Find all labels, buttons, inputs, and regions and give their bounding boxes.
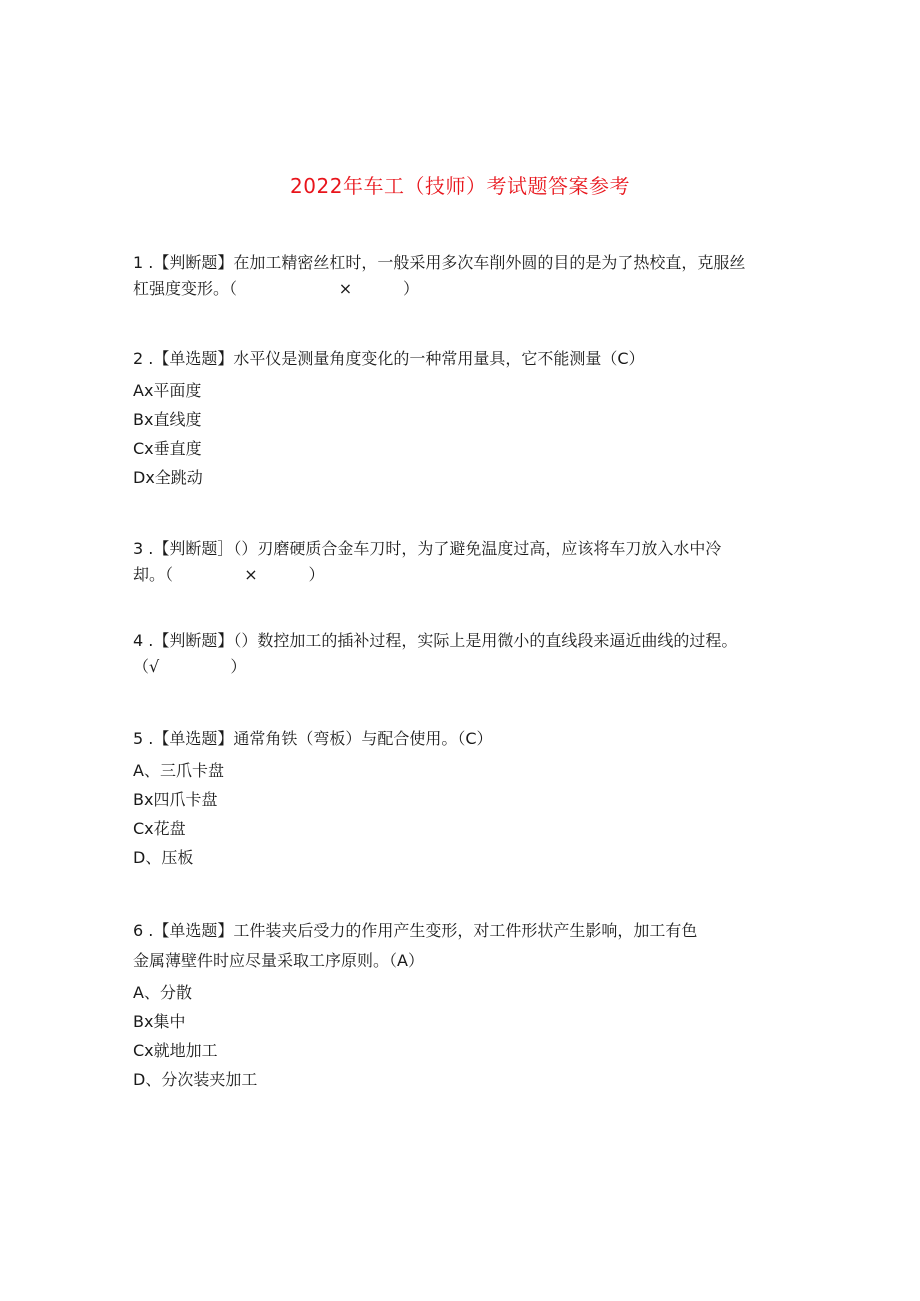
question-2 bbox=[133, 346, 793, 492]
question-5-option-c: Cx花盘 bbox=[133, 819, 186, 838]
question-2-line-1: 2 .【单选题】水平仪是测量角度变化的一种常用量具，它不能测量（C） bbox=[133, 349, 645, 368]
question-6 bbox=[133, 918, 793, 1094]
question-2-option-c: Cx垂直度 bbox=[133, 439, 202, 458]
question-6-line-1: 6 .【单选题】工件装夹后受力的作用产生变形，对工件形状产生影响，加工有色 bbox=[133, 921, 698, 940]
question-5 bbox=[133, 726, 793, 872]
question-2-option-b: Bx直线度 bbox=[133, 410, 202, 429]
question-6-option-a: A、分散 bbox=[133, 983, 192, 1002]
question-2-option-a: Ax平面度 bbox=[133, 381, 202, 400]
question-1 bbox=[133, 250, 793, 302]
question-1-line-1: 1 .【判断题】在加工精密丝杠时，一般采用多次车削外圆的目的是为了热校直，克服丝 bbox=[133, 253, 746, 272]
question-4-line-1: 4 .【判断题】（）数控加工的插补过程，实际上是用微小的直线段来逼近曲线的过程。 bbox=[133, 631, 738, 650]
question-3-line-1: 3 .【判断题］（）刃磨硬质合金车刀时，为了避免温度过高，应该将车刀放入水中冷 bbox=[133, 539, 722, 558]
question-3-line-2: 却。（ × ） bbox=[133, 565, 325, 584]
question-6-option-d: D、分次装夹加工 bbox=[133, 1070, 258, 1089]
question-4 bbox=[133, 628, 793, 680]
question-4-line-2: （√ ） bbox=[133, 657, 247, 676]
page-title: 2022年车工（技师）考试题答案参考 bbox=[290, 174, 630, 198]
question-6-line-2: 金属薄壁件时应尽量采取工序原则。（A） bbox=[133, 951, 424, 970]
question-1-line-2: 杠强度变形。（ × ） bbox=[133, 279, 419, 298]
question-2-option-d: Dx全跳动 bbox=[133, 468, 203, 487]
question-5-option-b: Bx四爪卡盘 bbox=[133, 790, 218, 809]
question-5-option-a: A、三爪卡盘 bbox=[133, 761, 224, 780]
question-6-option-b: Bx集中 bbox=[133, 1012, 186, 1031]
question-5-option-d: D、压板 bbox=[133, 848, 194, 867]
question-3 bbox=[133, 536, 793, 588]
question-5-line-1: 5 .【单选题】通常角铁（弯板）与配合使用。（C） bbox=[133, 729, 493, 748]
question-6-option-c: Cx就地加工 bbox=[133, 1041, 218, 1060]
